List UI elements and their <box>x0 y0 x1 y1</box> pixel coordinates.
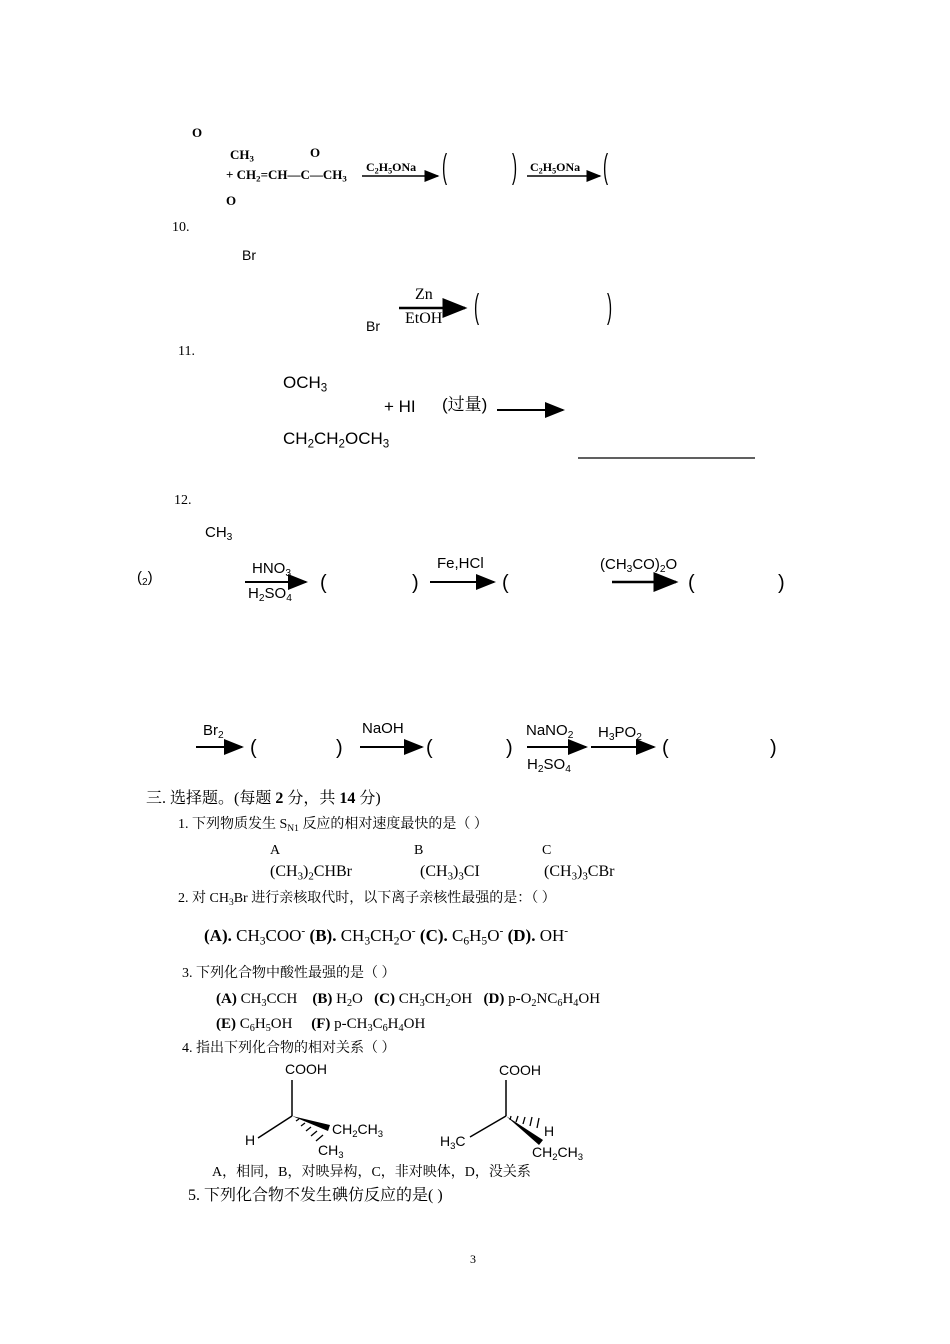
q10-answer-paren-open: ( <box>474 288 480 326</box>
q9-reagent-2: $C_2H_5ONa$ <box>530 160 581 176</box>
q9-oxygen-top: O <box>192 125 203 140</box>
q9-ketone-oxygen: O <box>310 145 321 160</box>
q9-methyl: $CH_3$ <box>230 147 254 164</box>
q12-methyl: $CH_3$ <box>205 524 233 544</box>
q12-reagent-h2so4-2: $H_2SO_4$ <box>527 756 571 776</box>
q12-paren-open-1: ( <box>320 572 327 594</box>
mc1-option-b-label: B <box>414 843 424 858</box>
mc4-stem: 4. 指出下列化合物的相对关系（ ） <box>182 1041 396 1056</box>
mc4-m1-hydrogen: H <box>245 1132 256 1148</box>
q12-number: 12. <box>174 493 192 508</box>
mc3-options-row-1: (A) $CH_3CCH$ (B) $H_2O$ (C) $CH_3CH_2OH$ (D) $p-O_2NC_6H_4OH$ <box>216 991 601 1010</box>
q12-paren-close-6: ) <box>770 737 777 759</box>
q12-paren-open-3: ( <box>688 572 695 594</box>
q12-reagent-fe-hcl: Fe,HCl <box>437 555 484 572</box>
mc4-m1-methyl: $CH_3$ <box>318 1142 344 1161</box>
q12-reagent-br2: $Br_2$ <box>203 722 224 742</box>
q9-vinyl-ketone: + $CH_2=CH—C—CH_3$ <box>226 167 347 184</box>
q10-answer-paren-close: ) <box>607 288 613 326</box>
page-number: 3 <box>470 1252 476 1266</box>
q12-reagent-h2so4-1: $H_2SO_4$ <box>248 585 292 605</box>
mc3-options-row-2: (E) $C_6H_5OH$ (F) $p-CH_3C_6H_4OH$ <box>216 1016 426 1035</box>
q12-reagent-naoh: NaOH <box>362 720 404 737</box>
q10-reagent-etoh: EtOH <box>405 310 443 327</box>
q11-side-chain: $CH_2CH_2OCH_3$ <box>283 429 390 451</box>
mc1-option-a-label: A <box>270 843 281 858</box>
q12-paren-open-2: ( <box>502 572 509 594</box>
q12-reagent-nano2: NaNO$_2$ <box>526 722 574 742</box>
q11-hi: + HI <box>384 397 416 416</box>
q12-paren-close-3: ) <box>778 572 785 594</box>
q10-number: 10. <box>172 220 190 235</box>
q12-paren-open-6: ( <box>662 737 669 759</box>
mc4-m2-methyl: $H_3C$ <box>440 1133 466 1152</box>
mc1-option-c: $(CH_3)_3CBr$ <box>544 863 615 883</box>
mc2-stem: 2. 对 $CH_3Br$ 进行亲核取代时，以下离子亲核性最强的是：（ ） <box>178 891 556 908</box>
section-3-heading: 三. 选择题。(每题 2 分，共 14 分) <box>146 790 381 807</box>
mc4-m2-carboxyl: COOH <box>499 1062 541 1078</box>
q11-methoxy: $OCH_3$ <box>283 373 328 395</box>
q12-label: $(_2)$ <box>137 569 153 589</box>
q10-reagent-zn: Zn <box>415 286 433 303</box>
mc4-m1-ethyl: $CH_2CH_3$ <box>332 1121 384 1140</box>
mc4-m2-ethyl: $CH_2CH_3$ <box>532 1144 584 1163</box>
mc1-option-b: $(CH_3)_3CI$ <box>420 863 480 883</box>
q12-paren-open-4: ( <box>250 737 257 759</box>
q12-reagent-hno3: $HNO_3$ <box>252 560 292 580</box>
mc4-m1-carboxyl: COOH <box>285 1061 327 1077</box>
q11-excess: (过量) <box>442 395 488 414</box>
mc5-stem: 5. 下列化合物不发生碘仿反应的是( ) <box>188 1187 443 1204</box>
q9-answer-paren-open-2: ( <box>603 148 609 186</box>
q12-reagent-acetic-anhydride: $(CH_3CO)_2O$ <box>600 556 678 576</box>
q12-paren-open-5: ( <box>426 737 433 759</box>
q12-paren-close-5: ) <box>506 737 513 759</box>
q12-paren-close-1: ) <box>412 572 419 594</box>
q11-number: 11. <box>178 344 195 359</box>
q12-reagent-h3po2: $H_3PO_2$ <box>598 724 642 744</box>
mc4-answer-choices: A，相同，B，对映异构，C，非对映体，D，没关系 <box>212 1165 531 1180</box>
q9-oxygen-bottom: O <box>226 193 237 208</box>
mc1-option-a: $(CH_3)_2CHBr$ <box>270 863 352 883</box>
q9-reagent-1: $C_2H_5ONa$ <box>366 160 417 176</box>
q10-bromine-bottom: Br <box>366 318 380 334</box>
mc1-option-c-label: C <box>542 843 552 858</box>
mc2-options: (A). $CH_3COO^-$ (B). $CH_3CH_2O^-$ (C). $C_6H_5O^-$ (D). OH- <box>204 924 569 948</box>
mc1-stem: 1. 下列物质发生 $S_{N1}$ 反应的相对速度最快的是（ ） <box>178 817 488 834</box>
q10-bromine-top: Br <box>242 247 256 263</box>
q9-answer-paren-open: ( <box>442 148 448 186</box>
mc3-stem: 3. 下列化合物中酸性最强的是（ ） <box>182 966 396 981</box>
mc4-m2-hydrogen: H <box>544 1123 555 1139</box>
q12-paren-close-4: ) <box>336 737 343 759</box>
q9-answer-paren-close: ) <box>512 148 518 186</box>
